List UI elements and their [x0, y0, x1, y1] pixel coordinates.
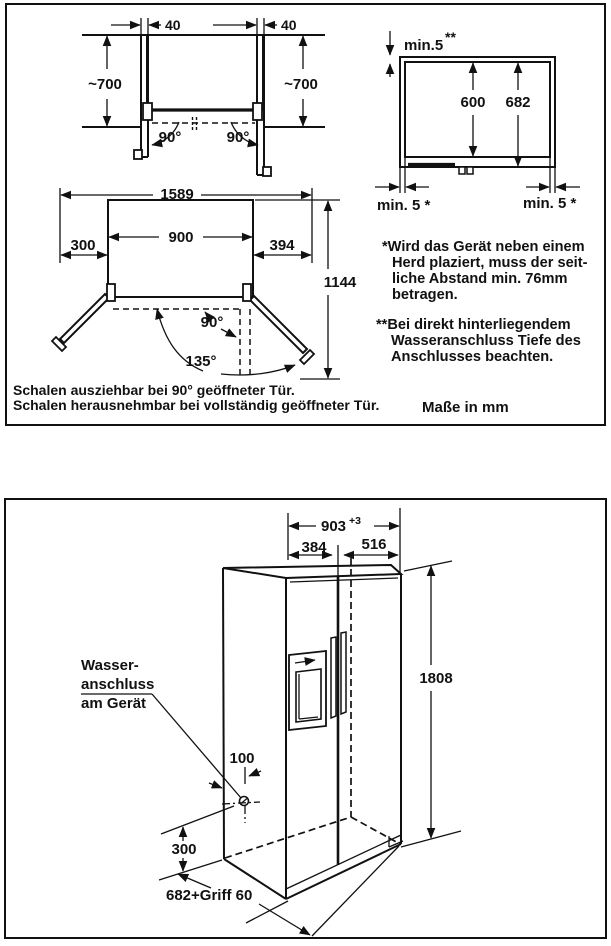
- footnotes: [376, 239, 588, 365]
- note2-line2: Wasseranschluss Tiefe des: [391, 333, 581, 349]
- handle-pin: [467, 167, 473, 174]
- dim-total-width: 903: [321, 518, 347, 535]
- dim-depth-with-handle: 682+Griff 60: [166, 887, 253, 904]
- right-hinge: [243, 284, 251, 301]
- dim-height: 1808: [419, 670, 453, 687]
- top-face: [223, 565, 401, 578]
- water-connection-label: [81, 657, 241, 798]
- angle-135: 135°: [185, 353, 217, 370]
- dim-depth-left: ~700: [88, 76, 122, 93]
- ext-line: [404, 561, 452, 571]
- dim-arrow: [209, 783, 222, 788]
- bottom-panel-frame: [4, 498, 607, 939]
- hidden-bottom-edge: [351, 817, 400, 844]
- freezer-door-handle: [331, 637, 336, 718]
- dim-water-height: 300: [171, 841, 197, 858]
- top-face-inset: [290, 578, 398, 582]
- ext-line: [159, 860, 222, 880]
- dim-left-offset: 300: [70, 237, 96, 254]
- ext-line: [246, 901, 288, 923]
- niche-top-view: [375, 29, 580, 214]
- water-label-line1: Wasser-: [81, 657, 139, 674]
- dim-total-depth-open: 1144: [323, 274, 357, 291]
- dim-freezer-door-width: 384: [301, 539, 327, 556]
- water-dispenser-recess: [296, 669, 321, 722]
- note1-line1: *Wird das Gerät neben einem: [382, 239, 585, 255]
- dim-left-clearance: min. 5 *: [377, 197, 431, 214]
- water-label-line3: am Gerät: [81, 695, 147, 712]
- handle-pin: [459, 167, 465, 174]
- left-hinge: [143, 103, 152, 120]
- appliance-body-top-view: [108, 200, 253, 297]
- dim-right-clearance: min. 5 *: [523, 195, 577, 212]
- perspective-drawing: [6, 500, 605, 937]
- plan-view-doors-90: [82, 17, 325, 176]
- left-hinge: [107, 284, 115, 301]
- dim-body-depth: 600: [460, 94, 486, 111]
- swing-arc-135: [221, 365, 295, 375]
- dim-body-width: 900: [168, 229, 194, 246]
- dim-rear-clearance-stars: **: [445, 29, 456, 45]
- caption-line1: Schalen ausziehbar bei 90° geöffneter Tür.: [13, 382, 295, 398]
- right-door-handle: [263, 167, 271, 176]
- dim-arrow: [221, 329, 236, 337]
- dim-arrow: [178, 874, 211, 888]
- dim-arrow: [259, 904, 310, 935]
- dim-total-width-tolerance: +3: [349, 515, 361, 527]
- appliance-body-top-view: [147, 35, 263, 110]
- dim-fridge-door-width: 516: [361, 536, 387, 553]
- note1-line3: liche Abstand min. 76mm: [392, 271, 568, 287]
- hidden-bottom-edge: [225, 817, 351, 858]
- caption-line2: Schalen herausnehmbar bei vollständig geöffneter Tür.: [13, 397, 380, 413]
- note2-line3: Anschlusses beachten.: [391, 349, 554, 365]
- note2-line1: **Bei direkt hinterliegendem: [376, 317, 571, 333]
- note1-line2: Herd plaziert, muss der seit-: [392, 255, 588, 271]
- angle-left-90: 90°: [158, 129, 182, 146]
- angle-right-90: 90°: [226, 129, 250, 146]
- right-hinge: [253, 103, 262, 120]
- dim-arrow: [249, 771, 261, 776]
- angle-90: 90°: [200, 314, 224, 331]
- dim-water-offset: 100: [229, 750, 255, 767]
- dim-opening-width: 1589: [160, 186, 194, 203]
- dim-total-depth: 682: [505, 94, 531, 111]
- ext-line: [312, 846, 399, 936]
- dim-door-thickness-left: 40: [165, 17, 181, 33]
- fridge-door-handle: [341, 632, 346, 714]
- units-label: Maße in mm: [422, 399, 509, 416]
- dim-rear-clearance: min.5: [404, 37, 444, 54]
- niche-outline: [400, 57, 555, 167]
- bottom-front-edge: [286, 844, 401, 899]
- label-leader-line: [152, 694, 241, 798]
- dim-right-offset: 394: [269, 237, 295, 254]
- right-door-open-135: [250, 296, 307, 353]
- left-door-handle: [134, 150, 142, 159]
- top-panel-drawing: [7, 5, 604, 424]
- dim-door-thickness-right: 40: [281, 17, 297, 33]
- dim-depth-right: ~700: [284, 76, 318, 93]
- note1-line4: betragen.: [392, 287, 458, 303]
- fridge-3d-view: [222, 545, 403, 899]
- left-door-open-135: [60, 294, 109, 343]
- top-panel-frame: [5, 3, 606, 426]
- back-left-edge: [223, 568, 224, 859]
- plan-view-doors-135: [52, 186, 357, 379]
- water-label-line2: anschluss: [81, 676, 155, 693]
